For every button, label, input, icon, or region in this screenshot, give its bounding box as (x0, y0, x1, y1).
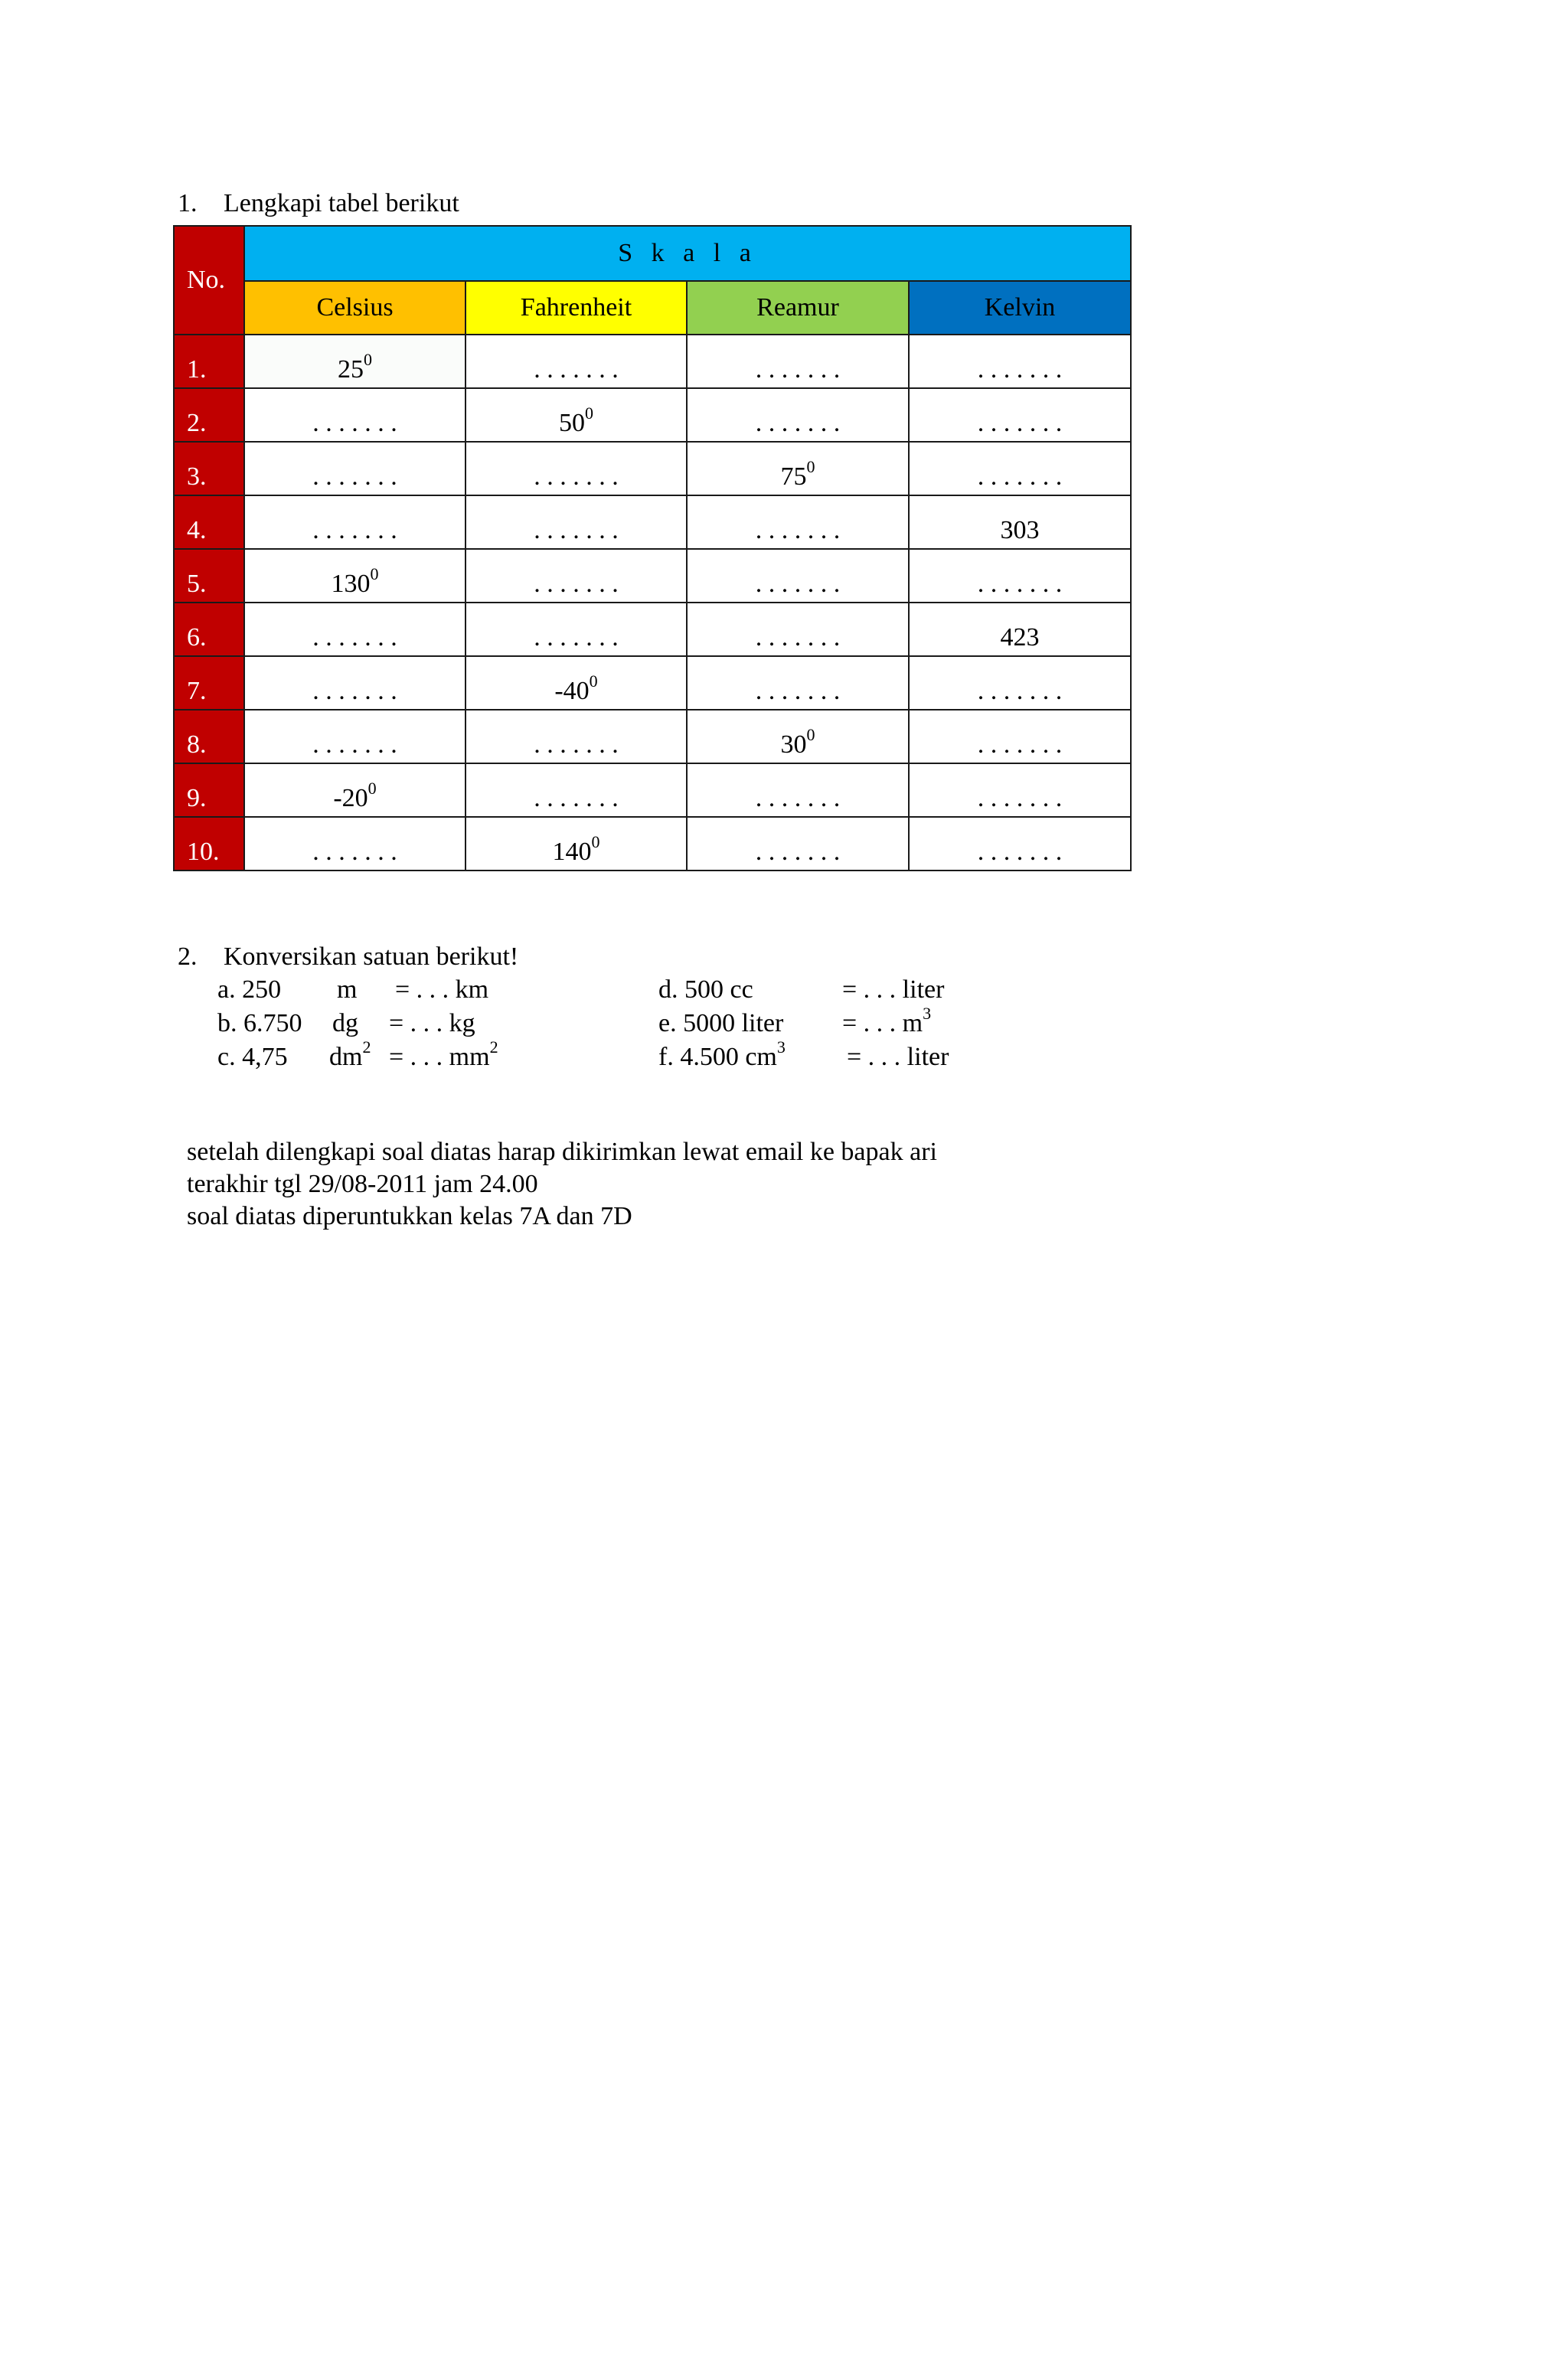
table-cell (466, 549, 687, 603)
cell-value: . . . . . . . (534, 570, 619, 598)
conversion-answer-text: = . . . kg (389, 1009, 475, 1037)
table-cell (687, 817, 909, 871)
cell-value: . . . . . . . (312, 409, 397, 437)
row-number: 7. (174, 656, 244, 710)
exponent-superscript: 3 (776, 1037, 786, 1057)
cell-value: 50 (559, 409, 585, 437)
cell-value: 30 (780, 730, 807, 759)
conversion-answer-text: = . . . mm (389, 1043, 490, 1071)
table-cell (909, 495, 1131, 549)
question-1-heading (178, 188, 459, 219)
cell-value: . . . . . . . (312, 462, 397, 491)
table-body (174, 335, 1131, 871)
conversion-quantity (658, 974, 753, 1006)
table-cell (244, 656, 466, 710)
conversion-quantity (217, 1008, 302, 1040)
table-row (174, 603, 1131, 656)
cell-value: . . . . . . . (755, 355, 841, 384)
conversion-unit (332, 1008, 358, 1040)
table-cell (244, 603, 466, 656)
conversion-answer (389, 1037, 498, 1073)
table-cell (909, 763, 1131, 817)
cell-value: . . . . . . . (755, 784, 841, 812)
kelvin-header: Kelvin (909, 281, 1131, 335)
conversion-answer-text: = . . . m (842, 1009, 923, 1037)
table-cell (466, 388, 687, 442)
degree-superscript: 0 (370, 563, 379, 583)
cell-value: . . . . . . . (534, 516, 619, 544)
question-2-number: 2. (178, 942, 198, 971)
cell-value: . . . . . . . (534, 784, 619, 812)
cell-value: . . . . . . . (312, 623, 397, 652)
conversion-unit-text: dg (332, 1009, 358, 1037)
table-cell (244, 817, 466, 871)
table-row (174, 335, 1131, 388)
exponent-superscript: 2 (489, 1037, 498, 1057)
conversion-quantity (217, 974, 281, 1006)
table-cell (909, 603, 1131, 656)
cell-value: . . . . . . . (312, 677, 397, 705)
exponent-superscript: 2 (362, 1037, 371, 1057)
cell-value: 303 (1000, 516, 1040, 544)
cell-value: . . . . . . . (312, 730, 397, 759)
row-number: 5. (174, 549, 244, 603)
conversion-unit (329, 1037, 371, 1073)
table-cell (687, 335, 909, 388)
question-1-text: Lengkapi tabel berikut (224, 189, 459, 217)
question-2-heading (178, 942, 518, 972)
table-cell (687, 656, 909, 710)
cell-value: . . . . . . . (977, 784, 1063, 812)
cell-value: . . . . . . . (977, 462, 1063, 491)
cell-value: . . . . . . . (755, 677, 841, 705)
note-line: soal diatas diperuntukkan kelas 7A dan 7D (187, 1202, 632, 1230)
table-cell (909, 710, 1131, 763)
conversion-quantity (658, 1008, 783, 1040)
row-number: 9. (174, 763, 244, 817)
cell-value: 140 (552, 838, 592, 866)
conversion-quantity-text: f. 4.500 cm (658, 1043, 777, 1071)
table-cell (466, 603, 687, 656)
conversion-answer-text: = . . . liter (847, 1043, 949, 1071)
conversion-answer (842, 1003, 932, 1040)
celsius-header: Celsius (244, 281, 466, 335)
table-row (174, 710, 1131, 763)
conversion-unit-text: m (337, 975, 358, 1004)
table-cell (466, 495, 687, 549)
conversion-unit (337, 974, 357, 1006)
exponent-superscript: 3 (923, 1003, 932, 1023)
table-cell (244, 495, 466, 549)
cell-value: 75 (780, 462, 807, 491)
conversion-quantity-text: e. 5000 liter (658, 1009, 784, 1037)
table-row (174, 656, 1131, 710)
cell-value: . . . . . . . (977, 838, 1063, 866)
table-cell (687, 549, 909, 603)
conversion-unit-text: dm (329, 1043, 363, 1071)
table-row (174, 763, 1131, 817)
cell-value: . . . . . . . (755, 838, 841, 866)
conversion-quantity-text: b. 6.750 (217, 1009, 302, 1037)
instructions-notes (187, 1136, 937, 1233)
conversion-quantity (658, 1037, 786, 1073)
row-number: 8. (174, 710, 244, 763)
table-cell (909, 335, 1131, 388)
table-cell (687, 603, 909, 656)
cell-value: 423 (1000, 623, 1040, 652)
question-1-number: 1. (178, 189, 198, 217)
degree-superscript: 0 (806, 724, 815, 744)
question-2-text: Konversikan satuan berikut! (224, 942, 519, 971)
cell-value: . . . . . . . (755, 570, 841, 598)
row-number: 1. (174, 335, 244, 388)
reamur-header: Reamur (687, 281, 909, 335)
cell-value: . . . . . . . (755, 623, 841, 652)
table-cell (466, 656, 687, 710)
conversion-answer (842, 974, 944, 1006)
table-row (174, 549, 1131, 603)
cell-value: . . . . . . . (312, 516, 397, 544)
table-cell (244, 442, 466, 495)
table-cell (687, 763, 909, 817)
table-cell (687, 388, 909, 442)
row-number: 10. (174, 817, 244, 871)
skala-header: S k a l a (244, 226, 1131, 281)
cell-value: . . . . . . . (534, 355, 619, 384)
no-header: No. (174, 226, 244, 335)
degree-superscript: 0 (806, 456, 815, 476)
cell-value: 25 (338, 355, 364, 384)
table-cell (687, 442, 909, 495)
conversion-answer (389, 1008, 475, 1040)
cell-value: . . . . . . . (312, 838, 397, 866)
table-row (174, 495, 1131, 549)
row-number: 6. (174, 603, 244, 656)
cell-value: -20 (333, 784, 368, 812)
table-cell (909, 549, 1131, 603)
table-cell (687, 495, 909, 549)
table-cell (244, 763, 466, 817)
table-cell (909, 817, 1131, 871)
table-cell (244, 710, 466, 763)
cell-value: . . . . . . . (977, 355, 1063, 384)
table-cell (244, 549, 466, 603)
degree-superscript: 0 (591, 831, 600, 851)
table-cell (909, 656, 1131, 710)
cell-value: . . . . . . . (534, 623, 619, 652)
conversion-quantity-text: c. 4,75 (217, 1043, 288, 1071)
note-line: terakhir tgl 29/08-2011 jam 24.00 (187, 1170, 538, 1198)
table-cell (466, 335, 687, 388)
conversion-answer (847, 1041, 949, 1073)
degree-superscript: 0 (368, 778, 377, 798)
row-number: 3. (174, 442, 244, 495)
table-cell (466, 763, 687, 817)
row-number: 2. (174, 388, 244, 442)
fahrenheit-header: Fahrenheit (466, 281, 687, 335)
degree-superscript: 0 (364, 349, 372, 369)
cell-value: . . . . . . . (534, 730, 619, 759)
cell-value: . . . . . . . (755, 409, 841, 437)
table-cell (244, 335, 466, 388)
cell-value: . . . . . . . (755, 516, 841, 544)
conversion-quantity (217, 1041, 288, 1073)
note-line: setelah dilengkapi soal diatas harap dikirimkan lewat email ke bapak ari (187, 1138, 937, 1166)
table-cell (909, 442, 1131, 495)
table-row (174, 442, 1131, 495)
cell-value: . . . . . . . (977, 570, 1063, 598)
degree-superscript: 0 (585, 403, 593, 423)
table-cell (466, 710, 687, 763)
conversion-answer-text: = . . . liter (842, 975, 945, 1004)
degree-superscript: 0 (589, 671, 598, 691)
cell-value: . . . . . . . (977, 677, 1063, 705)
cell-value: . . . . . . . (977, 730, 1063, 759)
table-cell (466, 817, 687, 871)
cell-value: . . . . . . . (534, 462, 619, 491)
table-cell (687, 710, 909, 763)
table-cell (244, 388, 466, 442)
conversion-quantity-text: d. 500 cc (658, 975, 753, 1004)
cell-value: . . . . . . . (977, 409, 1063, 437)
table-row (174, 388, 1131, 442)
table-cell (909, 388, 1131, 442)
temperature-scale-table (173, 225, 1132, 871)
row-number: 4. (174, 495, 244, 549)
conversion-answer (395, 974, 488, 1006)
table-cell (466, 442, 687, 495)
conversion-answer-text: = . . . km (395, 975, 489, 1004)
cell-value: -40 (554, 677, 590, 705)
cell-value: 130 (331, 570, 371, 598)
conversion-quantity-text: a. 250 (217, 975, 282, 1004)
table-row (174, 817, 1131, 871)
